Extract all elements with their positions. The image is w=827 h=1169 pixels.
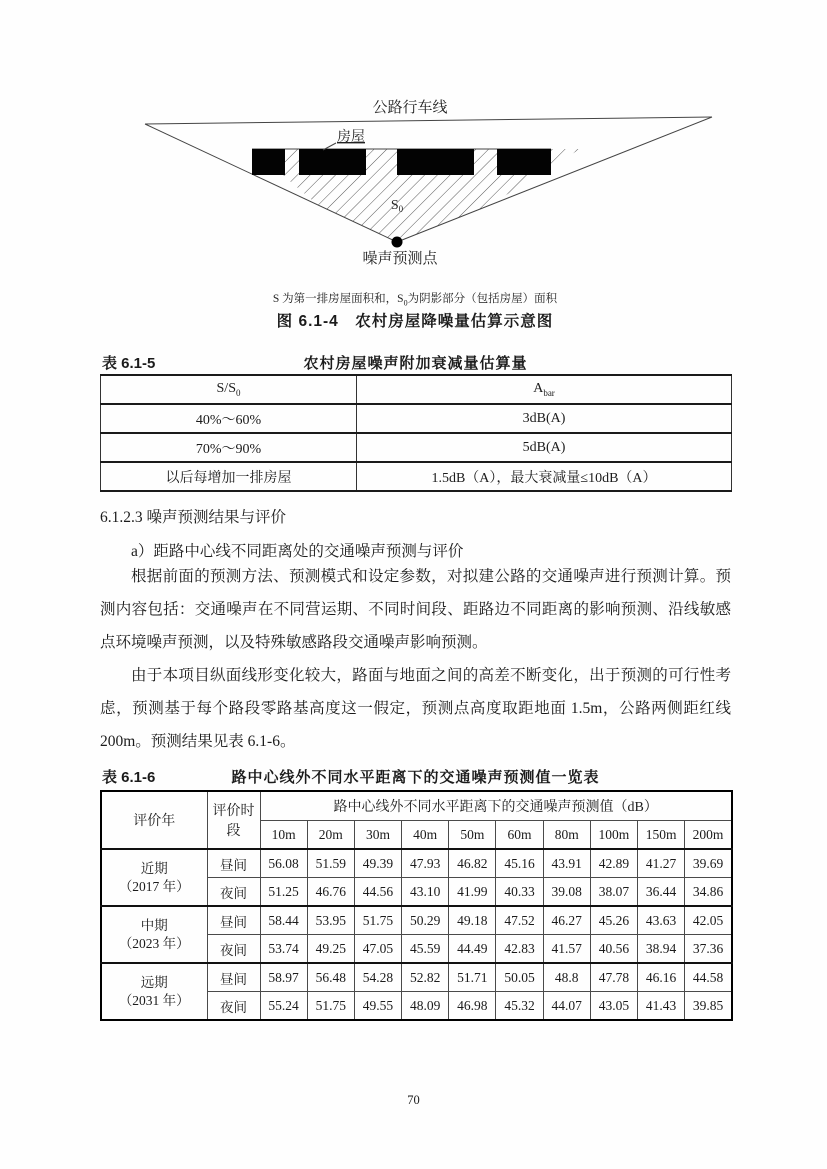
noise-value-cell: 39.85 xyxy=(685,992,732,1021)
noise-value-cell: 53.74 xyxy=(260,935,307,964)
noise-value-cell: 47.78 xyxy=(590,963,637,992)
attenuation-row xyxy=(101,433,732,462)
year-label: 中期 xyxy=(140,917,168,933)
attenuation-table xyxy=(100,374,732,492)
noise-value-cell: 49.25 xyxy=(307,935,354,964)
prediction-point-dot xyxy=(392,237,403,248)
noise-value-cell: 41.43 xyxy=(638,992,685,1021)
prediction-table xyxy=(100,790,733,1021)
noise-value-cell: 41.27 xyxy=(638,849,685,878)
distance-header-cell: 60m xyxy=(496,821,543,850)
noise-value-cell: 46.16 xyxy=(638,963,685,992)
section-heading: 6.1.2.3 噪声预测结果与评价 xyxy=(100,509,287,526)
noise-value-cell: 51.59 xyxy=(307,849,354,878)
distance-header-cell: 50m xyxy=(449,821,496,850)
year-value: （2031 年） xyxy=(118,992,190,1008)
ratio-cell: 以后每增加一排房屋 xyxy=(101,462,357,491)
house-block xyxy=(252,149,285,175)
prediction-point-label: 噪声预测点 xyxy=(362,251,438,267)
noise-value-cell: 45.32 xyxy=(496,992,543,1021)
noise-value-cell: 36.44 xyxy=(638,878,685,907)
figure-note-text: S 为第一排房屋面积和，S xyxy=(272,293,404,305)
year-label: 远期 xyxy=(140,974,168,990)
noise-value-cell: 45.16 xyxy=(496,849,543,878)
period-cell: 夜间 xyxy=(207,992,260,1021)
noise-value-cell: 49.18 xyxy=(449,906,496,935)
prediction-table-body xyxy=(101,849,732,1020)
distance-header-cell: 20m xyxy=(307,821,354,850)
noise-value-cell: 43.91 xyxy=(543,849,590,878)
year-value: （2017 年） xyxy=(118,878,190,894)
attenuation-row xyxy=(101,462,732,491)
attenuation-table-titlebar xyxy=(100,352,731,374)
distance-header-cell: 40m xyxy=(402,821,449,850)
noise-value-cell: 49.39 xyxy=(354,849,401,878)
distance-header-cell: 80m xyxy=(543,821,590,850)
attenuation-header-abar xyxy=(357,375,732,404)
shadow-area-label: $S_0$ xyxy=(390,198,404,214)
noise-value-cell: 40.56 xyxy=(590,935,637,964)
noise-value-cell: 54.28 xyxy=(354,963,401,992)
noise-value-cell: 46.76 xyxy=(307,878,354,907)
noise-value-cell: 47.93 xyxy=(402,849,449,878)
page-number: 70 xyxy=(407,1093,420,1107)
road-line-label: 公路行车线 xyxy=(372,100,448,116)
noise-estimation-diagram xyxy=(100,92,730,280)
house-label: 房屋 xyxy=(337,130,365,145)
period-cell: 昼间 xyxy=(207,963,260,992)
noise-value-cell: 46.27 xyxy=(543,906,590,935)
prediction-table-label: 表 6.1-6 xyxy=(102,769,156,786)
evaluation-year-cell xyxy=(101,849,207,906)
prediction-data-row xyxy=(101,906,732,935)
noise-value-cell: 46.82 xyxy=(449,849,496,878)
noise-value-cell: 37.36 xyxy=(685,935,732,964)
ratio-cell: 40%～60% xyxy=(101,404,357,433)
noise-value-cell: 51.75 xyxy=(307,992,354,1021)
attenuation-header-ratio xyxy=(101,375,357,404)
house-block xyxy=(299,149,366,175)
figure-note xyxy=(100,290,730,307)
noise-value-cell: 44.58 xyxy=(685,963,732,992)
value-cell: 1.5dB（A），最大衰减量≤10dB（A） xyxy=(357,462,732,491)
noise-value-cell: 55.24 xyxy=(260,992,307,1021)
noise-value-cell: 38.94 xyxy=(638,935,685,964)
attenuation-header-row xyxy=(101,375,732,404)
attenuation-row xyxy=(101,404,732,433)
evaluation-year-cell xyxy=(101,963,207,1020)
noise-value-cell: 39.69 xyxy=(685,849,732,878)
paragraph-2: 由于本项目纵面线形变化较大，路面与地面之间的高差不断变化，出于预测的可行性考虑，预测基于每个路段零路基高度这一假定，预测点高度取距地面 1.5m，公路两侧距红线 200m。预测结果见表 6.1-6。 xyxy=(100,667,731,750)
abar-header-text: A xyxy=(533,381,544,397)
figure-caption: 图 6.1-4 农村房屋降噪量估算示意图 xyxy=(276,313,554,330)
distance-header-cell: 30m xyxy=(354,821,401,850)
house-block xyxy=(397,149,474,175)
distance-header-cell: 200m xyxy=(685,821,732,850)
noise-value-cell: 43.05 xyxy=(590,992,637,1021)
noise-value-cell: 58.44 xyxy=(260,906,307,935)
period-cell: 夜间 xyxy=(207,878,260,907)
year-column-header: 评价年 xyxy=(101,791,207,849)
figure-note-sub: 0 xyxy=(403,298,408,308)
prediction-header-row-1 xyxy=(101,791,732,821)
noise-value-cell: 43.63 xyxy=(638,906,685,935)
noise-value-cell: 51.25 xyxy=(260,878,307,907)
figure-note-text: 为阴影部分（包括房屋）面积 xyxy=(407,293,558,305)
noise-value-cell: 48.09 xyxy=(402,992,449,1021)
noise-value-cell: 47.05 xyxy=(354,935,401,964)
noise-value-cell: 38.07 xyxy=(590,878,637,907)
distance-header-cell: 100m xyxy=(590,821,637,850)
noise-value-cell: 47.52 xyxy=(496,906,543,935)
ratio-header-sub: 0 xyxy=(235,387,241,398)
value-cell: 5dB(A) xyxy=(357,433,732,462)
noise-value-cell: 40.33 xyxy=(496,878,543,907)
noise-value-cell: 43.10 xyxy=(402,878,449,907)
section-item-a: a）距路中心线不同距离处的交通噪声预测与评价 xyxy=(131,543,464,560)
period-cell: 夜间 xyxy=(207,935,260,964)
noise-value-cell: 46.98 xyxy=(449,992,496,1021)
noise-value-cell: 44.07 xyxy=(543,992,590,1021)
value-cell: 3dB(A) xyxy=(357,404,732,433)
noise-value-cell: 41.57 xyxy=(543,935,590,964)
noise-value-cell: 48.8 xyxy=(543,963,590,992)
noise-value-cell: 44.49 xyxy=(449,935,496,964)
noise-value-cell: 56.08 xyxy=(260,849,307,878)
prediction-table-titlebar xyxy=(100,766,731,788)
attenuation-table-label: 表 6.1-5 xyxy=(102,355,156,372)
ratio-header-text: S/S xyxy=(216,381,236,397)
distance-span-header: 路中心线外不同水平距离下的交通噪声预测值（dB） xyxy=(260,791,732,821)
year-label: 近期 xyxy=(140,860,168,876)
distance-header-cell: 150m xyxy=(638,821,685,850)
noise-value-cell: 58.97 xyxy=(260,963,307,992)
abar-header-sub: bar xyxy=(543,387,555,398)
noise-value-cell: 50.05 xyxy=(496,963,543,992)
noise-value-cell: 44.56 xyxy=(354,878,401,907)
noise-value-cell: 42.89 xyxy=(590,849,637,878)
period-cell: 昼间 xyxy=(207,849,260,878)
noise-value-cell: 52.82 xyxy=(402,963,449,992)
noise-value-cell: 49.55 xyxy=(354,992,401,1021)
noise-value-cell: 42.83 xyxy=(496,935,543,964)
noise-value-cell: 41.99 xyxy=(449,878,496,907)
noise-value-cell: 56.48 xyxy=(307,963,354,992)
distance-header-cell: 10m xyxy=(260,821,307,850)
noise-value-cell: 51.71 xyxy=(449,963,496,992)
period-cell: 昼间 xyxy=(207,906,260,935)
noise-value-cell: 39.08 xyxy=(543,878,590,907)
evaluation-year-cell xyxy=(101,906,207,963)
noise-value-cell: 50.29 xyxy=(402,906,449,935)
period-column-header: 评价时段 xyxy=(207,791,260,849)
ratio-cell: 70%～90% xyxy=(101,433,357,462)
noise-value-cell: 34.86 xyxy=(685,878,732,907)
year-value: （2023 年） xyxy=(118,935,190,951)
noise-value-cell: 53.95 xyxy=(307,906,354,935)
road-line xyxy=(145,117,712,124)
prediction-table-title: 路中心线外不同水平距离下的交通噪声预测值一览表 xyxy=(231,769,600,786)
house-block xyxy=(497,149,551,175)
noise-value-cell: 42.05 xyxy=(685,906,732,935)
paragraph-1: 根据前面的预测方法、预测模式和设定参数，对拟建公路的交通噪声进行预测计算。预测内容包括：交通噪声在不同营运期、不同时间段、距路边不同距离的影响预测、沿线敏感点环境噪声预测，以及特殊敏感路段交通噪声影响预测。 xyxy=(100,568,731,651)
prediction-data-row xyxy=(101,849,732,878)
noise-value-cell: 45.59 xyxy=(402,935,449,964)
prediction-data-row xyxy=(101,963,732,992)
noise-value-cell: 51.75 xyxy=(354,906,401,935)
attenuation-table-title: 农村房屋噪声附加衰减量估算量 xyxy=(303,355,528,372)
noise-value-cell: 45.26 xyxy=(590,906,637,935)
